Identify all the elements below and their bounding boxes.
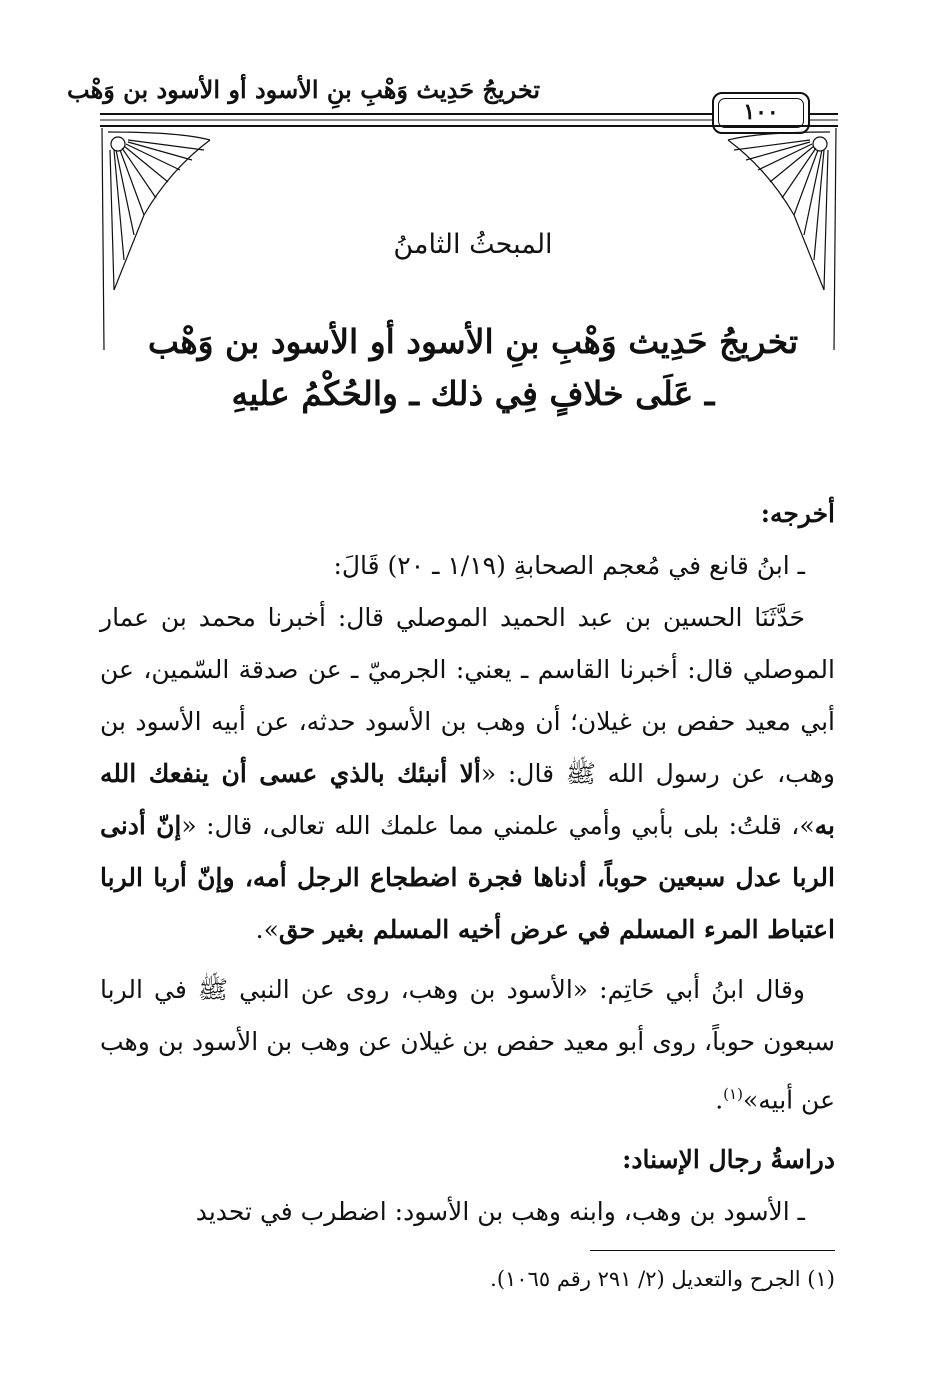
- hadith-matn-1: ألا أنبئك بالذي عسى أن ينفعك الله به: [100, 759, 835, 840]
- akhrajahu-heading: أخرجه:: [760, 499, 835, 528]
- closing-quote: ».: [255, 915, 279, 944]
- chapter-title-line-2: ـ عَلَى خلافٍ فِي ذلك ـ والحُكْمُ عليهِ: [231, 374, 715, 413]
- footnote-1: (١) الجرح والتعديل (٢/ ٢٩١ رقم ١٠٦٥).: [490, 1267, 835, 1291]
- footnote-ref[interactable]: (١): [723, 1085, 743, 1103]
- ibn-abi-hatim-text: وقال ابنُ أبي حَاتِم: «الأسود بن وهب، روى عن النبي ﷺ في الربا سبعون حوباً، روى أبو معيد حفص بن غيلان عن وهب بن الأسود بن وهب عن أبيه»: [100, 975, 835, 1115]
- chapter-title-line-1: تخريجُ حَدِيث وَهْبِ بنِ الأسود أو الأسود بن وَهْب: [147, 322, 799, 361]
- isnad-text: حَدَّثَنَا الحسين بن عبد الحميد الموصلي قال: أخبرنا محمد بن عمار الموصلي قال: أخبرنا القاسم ـ يعني: الجرميّ ـ عن صدقة السّمين، عن أبي معيد حفص بن غيلان؛ أن وهب بن الأسود حدثه، عن أبيه الأسود بن وهب، عن رسول الله ﷺ قال: «: [100, 603, 835, 788]
- body-text: [100, 488, 835, 1238]
- chapter-title: [140, 316, 806, 420]
- hadith-isnad-paragraph: [100, 592, 835, 956]
- isnad-text-2: »، قلتُ: بلى بأبي وأمي علمني مما علمك الله تعالى، قال: «: [181, 811, 815, 840]
- study-heading: دراسةُ رجال الإسناد:: [622, 1145, 835, 1175]
- section-label: المبحثُ الثامنُ: [393, 229, 553, 260]
- source-citation: ـ ابنُ قانع في مُعجم الصحابةِ (١/١٩ ـ ٢٠) قَالَ:: [333, 551, 805, 580]
- hadith-matn-2: إنّ أدنى الربا عدل سبعين حوباً، أدناها فجرة اضطجاع الرجل أمه، وإنّ أربا الربا اعتباط المرء المسلم في عرض أخيه المسلم بغير حق: [100, 811, 835, 944]
- page-number: ١٠٠: [718, 98, 804, 128]
- running-header-title: تخريجُ حَدِيث وَهْبِ بنِ الأسود أو الأسود بن وَهْب: [67, 75, 540, 104]
- ibn-abi-hatim-end: .: [715, 1085, 724, 1115]
- footnote-divider: [590, 1250, 835, 1251]
- ibn-abi-hatim-paragraph: [100, 964, 835, 1126]
- narrators-paragraph: ـ الأسود بن وهب، وابنه وهب بن الأسود: اضطرب في تحديد: [195, 1197, 805, 1227]
